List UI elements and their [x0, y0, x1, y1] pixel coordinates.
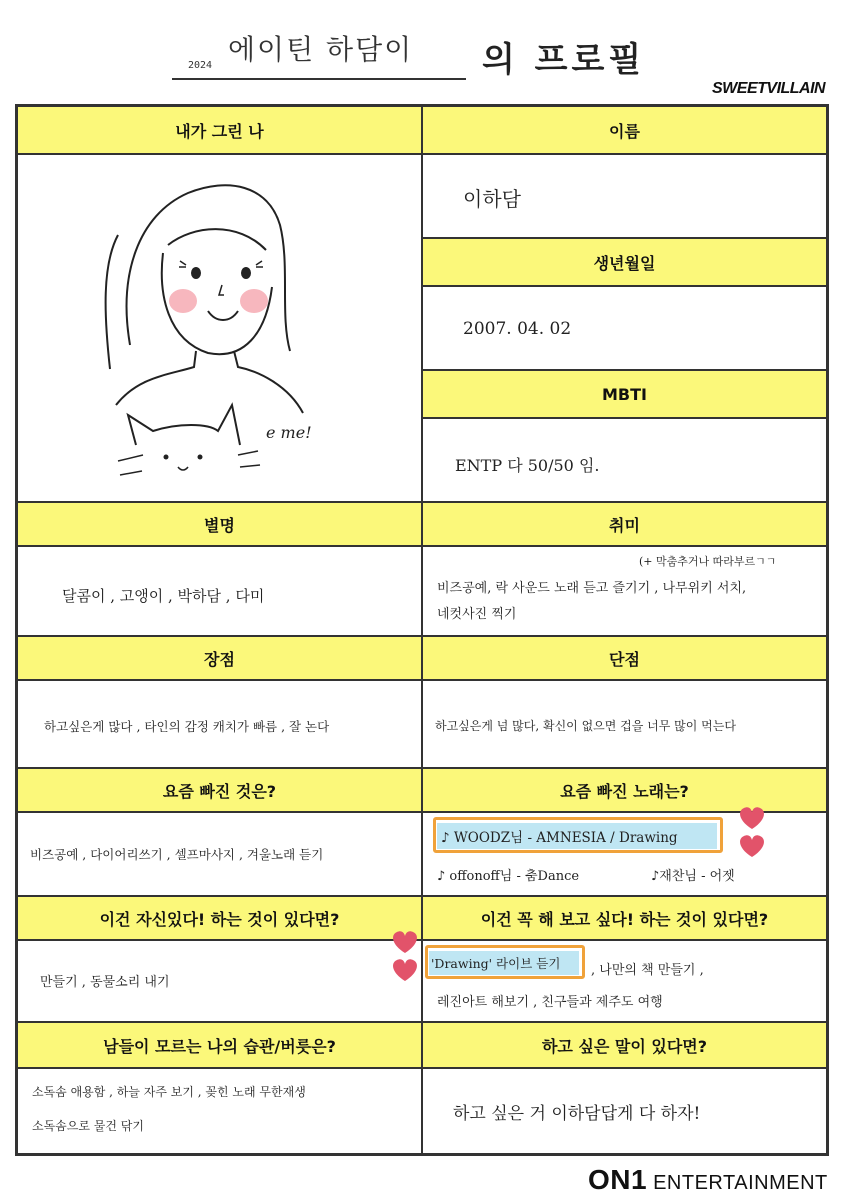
birth-answer-cell: [422, 286, 827, 370]
heart-icon: [735, 805, 769, 861]
header-name: 이름: [422, 106, 827, 154]
want-try-answer-b: , 나만의 책 만들기 ,: [591, 963, 704, 978]
header-hobby: 취미: [422, 502, 827, 546]
weakness-answer: 하고싶은게 넘 많다, 확신이 없으면 겁을 너무 많이 먹는다: [435, 719, 736, 733]
header-want-try: 이건 꼭 해 보고 싶다! 하는 것이 있다면?: [422, 896, 827, 940]
header-nickname: 별명: [17, 502, 422, 546]
mbti-answer: ENTP 다 50/50 임.: [455, 456, 600, 475]
title-year: 2024: [188, 60, 213, 71]
hobby-answer-cell: [422, 546, 827, 636]
birth-answer: 2007. 04. 02: [463, 319, 572, 339]
weakness-answer-cell: [422, 680, 827, 768]
title-underline: [172, 78, 466, 80]
confident-answer: 만들기 , 동물소리 내기: [40, 975, 170, 990]
recent-thing-answer-cell: [17, 812, 422, 896]
want-try-answer-cell: [422, 940, 827, 1022]
self-portrait-drawing: [18, 155, 421, 501]
header-confident: 이건 자신있다! 하는 것이 있다면?: [17, 896, 422, 940]
recent-song-line2a: ♪ offonoff님 - 춤Dance: [437, 869, 580, 884]
strength-answer-cell: [17, 680, 422, 768]
header-habit: 남들이 모르는 나의 습관/버릇은?: [17, 1022, 422, 1068]
nickname-answer: 달콤이 , 고앵이 , 박하담 , 다미: [62, 587, 265, 605]
hobby-answer-line1: 비즈공예, 락 사운드 노래 듣고 즐기기 , 나무위키 서치,: [437, 581, 747, 596]
heart-icon: [388, 929, 422, 985]
hobby-answer-line2: 네컷사진 찍기: [437, 607, 517, 622]
title-suffix: 의 프로필: [482, 40, 646, 80]
hobby-note: (+ 막춤추거나 따라부르ㄱㄱ: [639, 555, 777, 568]
want-try-answer-line2: 레진아트 해보기 , 친구들과 제주도 여행: [437, 995, 663, 1010]
recent-song-answer-cell: [422, 812, 827, 896]
footer-logo-text: ENTERTAINMENT: [653, 1172, 828, 1194]
message-answer: 하고 싶은 거 이하담답게 다 하자!: [453, 1104, 701, 1124]
name-answer-cell: [422, 154, 827, 238]
header-self-drawing: 내가 그린 나: [17, 106, 422, 154]
mbti-answer-cell: [422, 418, 827, 502]
name-answer: 이하담: [463, 187, 521, 211]
header-message: 하고 싶은 말이 있다면?: [422, 1022, 827, 1068]
brand-logo: SWEETVILLAIN: [712, 80, 826, 97]
nickname-answer-cell: [17, 546, 422, 636]
recent-song-line1: ♪ WOODZ님 - AMNESIA / Drawing: [441, 830, 678, 846]
footer-logo: [588, 1164, 828, 1196]
habit-answer-line1: 소독솜 애용함 , 하늘 자주 보기 , 꽂힌 노래 무한재생: [32, 1085, 306, 1099]
header-mbti: MBTI: [422, 370, 827, 418]
recent-thing-answer: 비즈공예 , 다이어리쓰기 , 셀프마사지 , 겨울노래 듣기: [30, 847, 324, 862]
self-drawing-area: [17, 154, 422, 502]
header-recent-thing: 요즘 빠진 것은?: [17, 768, 422, 812]
habit-answer-cell: [17, 1068, 422, 1154]
want-try-answer-a: 'Drawing' 라이브 듣기: [431, 956, 561, 971]
profile-table: [15, 104, 829, 1156]
strength-answer: 하고싶은게 많다 , 타인의 감정 캐치가 빠름 , 잘 논다: [44, 719, 330, 734]
title-name: 에이틴 하담이: [228, 33, 414, 66]
drawing-caption: e me!: [266, 423, 312, 442]
message-answer-cell: [422, 1068, 827, 1154]
confident-answer-cell: [17, 940, 422, 1022]
header-birth: 생년월일: [422, 238, 827, 286]
habit-answer-line2: 소독솜으로 물건 닦기: [32, 1119, 144, 1133]
recent-song-line2b: ♪재찬님 - 어젯: [651, 869, 735, 884]
header-weakness: 단점: [422, 636, 827, 680]
header-recent-song: 요즘 빠진 노래는?: [422, 768, 827, 812]
header-strength: 장점: [17, 636, 422, 680]
footer-logo-mark: ON1: [588, 1164, 648, 1195]
